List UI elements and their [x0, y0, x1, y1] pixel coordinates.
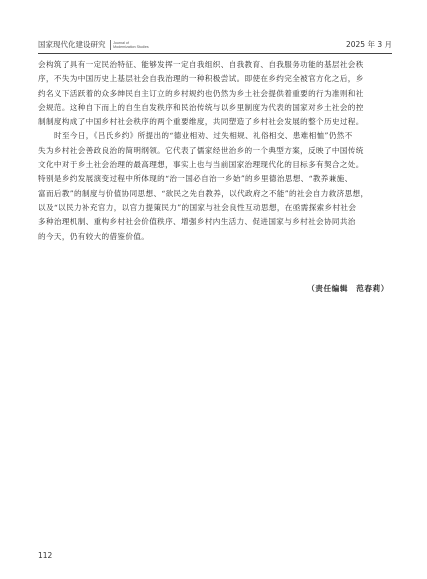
article-body [38, 58, 394, 244]
text-line: 失为乡村社会善政良治的简明纲领。它代表了儒家经世治乡的一个典型方案，反映了中国传统 [38, 145, 364, 155]
journal-english-title [113, 41, 149, 49]
text-line: 会规范。这种自下而上的自生自发秩序和民治传统与以乡里制度为代表的国家对乡土社会的控 [38, 102, 364, 112]
running-header [38, 40, 392, 52]
responsible-editor: （责任编辑 范春莉） [307, 284, 389, 293]
page-number: 112 [38, 551, 53, 560]
masthead-divider [110, 40, 111, 50]
journal-title: 国家现代化建设研究 [38, 40, 106, 49]
text-line: 文化中对于乡土社会治理的最高理想，事实上也与当前国家治理现代化的目标多有契合之处。 [38, 160, 364, 170]
paragraph [38, 58, 394, 129]
text-line: 会构筑了具有一定民治特征、能够发挥一定自我组织、自我教育、自我服务功能的基层社会秩 [38, 60, 364, 69]
paragraph [38, 129, 394, 243]
text-line: 特别是乡约发展演变过程中所体现的“治一国必自治一乡始”的乡里德治思想、“教养兼施、 [38, 174, 353, 184]
text-line: 的今天，仍有较大的借鉴价值。 [38, 231, 150, 241]
text-line: 富而后教”的制度与价值协同思想、“欲民之先自教养，以代政府之不能”的社会自力救济思想， [38, 188, 369, 198]
journal-english-line-2: Modernization Studies [113, 45, 149, 50]
issue-date: 2025 年 3 月 [345, 40, 392, 49]
text-line: 以及“以民力补充官力，以官力提策民力”的国家与社会良性互动思想，在亟需探索乡村社会 [38, 202, 357, 212]
journal-masthead [38, 40, 149, 50]
text-line: 多种治理机制、重构乡村社会价值秩序、增强乡村内生活力、促进国家与乡村社会协同共治 [38, 217, 356, 227]
journal-english-line-1: Journal of [113, 41, 129, 45]
text-line: 制制度构成了中国乡村社会秩序的两个重要维度，共同塑造了乡村社会发展的整个历史过程。 [38, 117, 364, 127]
text-line: 序，不失为中国历史上基层社会自我治理的一种积极尝试。即使在乡约完全被官方化之后，乡 [38, 74, 364, 84]
text-line: 时至今日，《吕氏乡约》所提出的“德业相劝、过失相规、礼俗相交、患难相恤”仍然不 [54, 131, 353, 141]
text-line: 约名义下活跃着的众多绅民自主订立的乡村规约也仍然为乡土社会提供着重要的行为准则和社 [38, 88, 364, 98]
header-rule [38, 53, 392, 54]
